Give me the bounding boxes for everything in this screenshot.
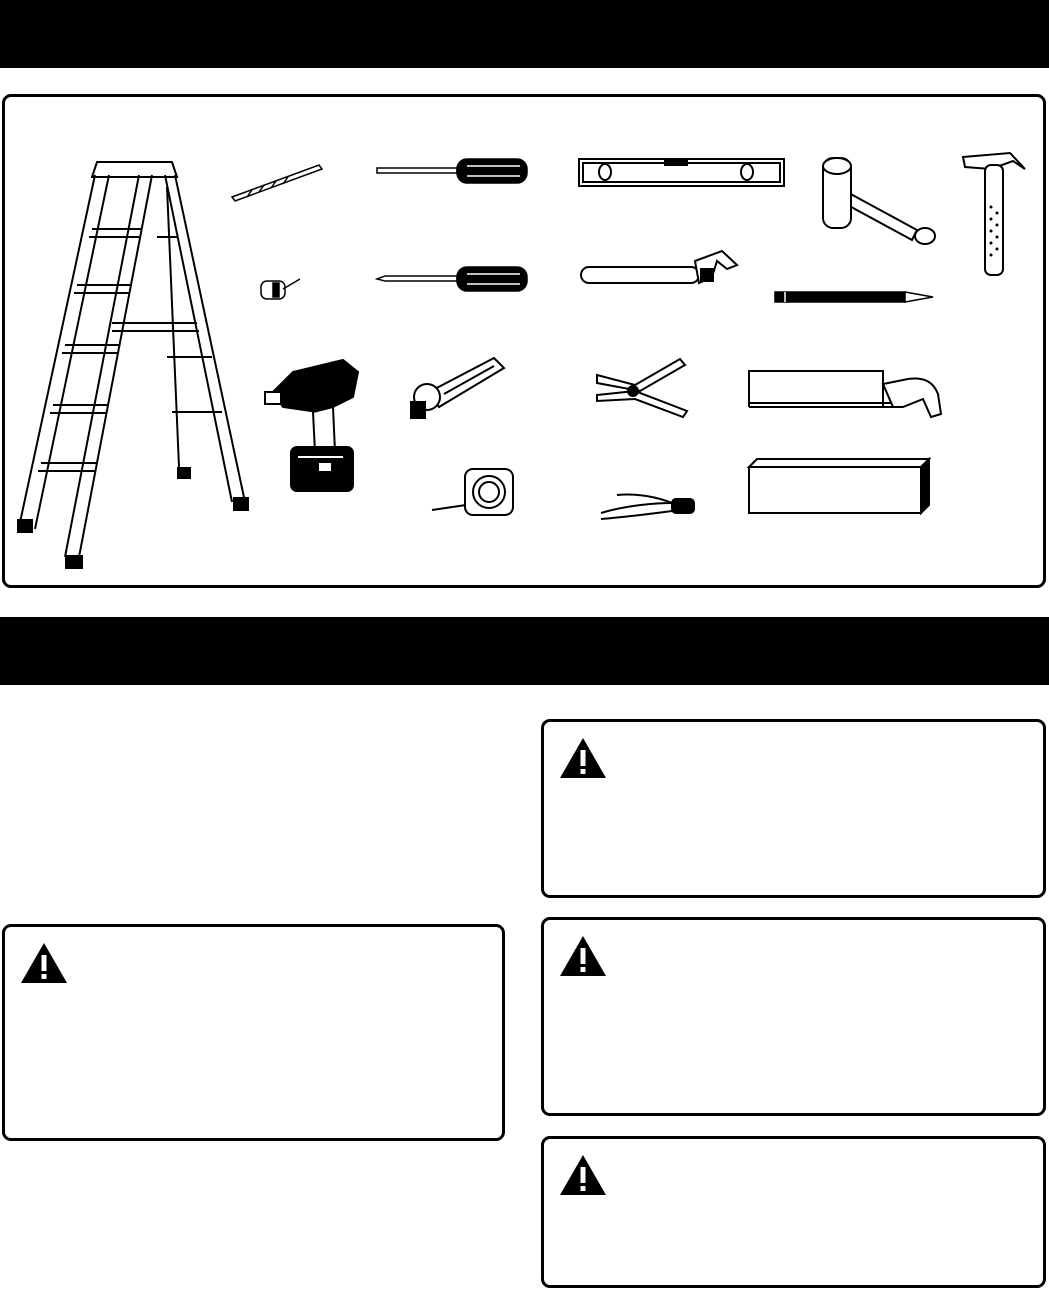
spirit-level-icon [577, 157, 787, 189]
wood-block-icon [745, 457, 935, 517]
warning-triangle-icon [558, 934, 608, 978]
warning-box-right-3 [541, 1136, 1046, 1288]
warning-triangle-icon [558, 1153, 608, 1197]
claw-hammer-icon [955, 147, 1035, 282]
wire-stripper-icon [595, 355, 695, 420]
pencil-icon [773, 289, 938, 305]
tools-panel [2, 94, 1046, 588]
flat-screwdriver-icon [375, 155, 535, 187]
warning-triangle-icon [558, 736, 608, 780]
ratchet-wrench-icon [409, 352, 509, 427]
tools-header-bar [0, 0, 1049, 68]
warning-box-left [2, 924, 505, 1141]
warning-triangle-icon [19, 941, 69, 985]
drill-bit-icon [227, 159, 327, 204]
pliers-icon [597, 485, 702, 525]
phillips-screwdriver-icon [375, 263, 535, 295]
cordless-drill-icon [263, 352, 373, 497]
adjustable-wrench-icon [577, 247, 742, 292]
assembly-header-bar [0, 617, 1049, 685]
tape-measure-icon [430, 465, 520, 520]
warning-box-right-1 [541, 719, 1046, 898]
hacksaw-icon [743, 359, 948, 421]
mallet-icon [817, 152, 942, 252]
nut-driver-icon [255, 267, 305, 307]
stepladder-icon [17, 157, 257, 572]
warning-box-right-2 [541, 917, 1046, 1116]
